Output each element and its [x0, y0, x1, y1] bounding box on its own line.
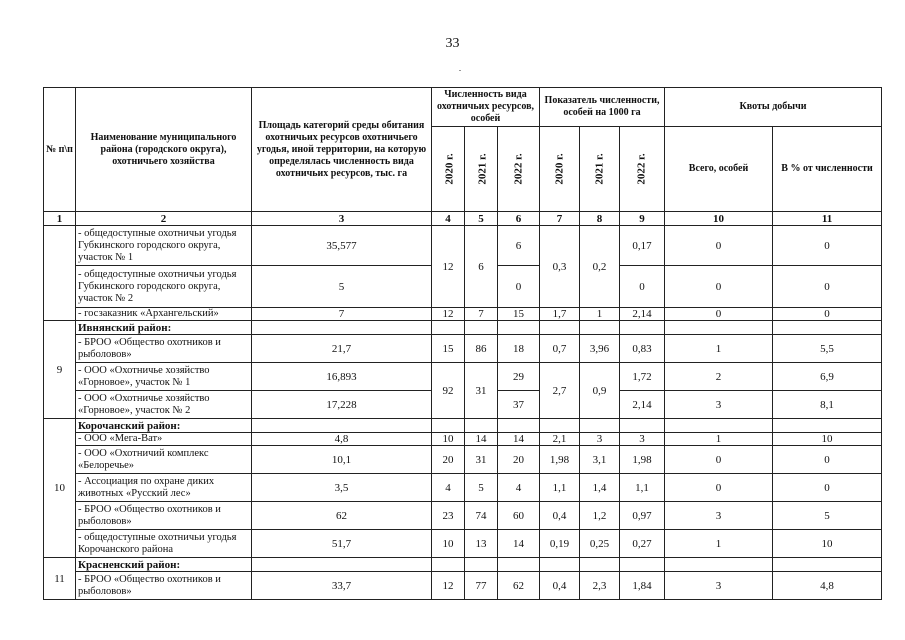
row-index-2022: 0,83 [620, 335, 665, 363]
row-count-2022: 6 [498, 226, 540, 266]
row-area: 35,577 [252, 226, 432, 266]
district-row [44, 558, 882, 572]
row-count-2021: 5 [465, 474, 498, 502]
colnum: 11 [773, 212, 882, 226]
row-number: 11 [44, 558, 76, 600]
row-index-2020: 2,1 [540, 433, 580, 446]
table-row [44, 446, 882, 474]
colnum: 4 [432, 212, 465, 226]
header-count-2021: 2021 г. [465, 127, 498, 212]
row-count-2021: 31 [465, 363, 498, 419]
colnum: 6 [498, 212, 540, 226]
colnum: 7 [540, 212, 580, 226]
row-quota-pct: 0 [773, 308, 882, 321]
table-row [44, 363, 882, 391]
quota-table [43, 87, 882, 600]
row-name: - общедоступные охотничьи угодья Губкинского городского округа, участок № 1 [76, 226, 252, 266]
header-index-2020: 2020 г. [540, 127, 580, 212]
row-index-2022: 0,97 [620, 502, 665, 530]
header-row-1 [44, 88, 882, 127]
colnum: 1 [44, 212, 76, 226]
colnum: 10 [665, 212, 773, 226]
row-count-2020: 12 [432, 308, 465, 321]
row-name: - ООО «Охотничье хозяйство «Горновое», участок № 1 [76, 363, 252, 391]
row-count-2021: 7 [465, 308, 498, 321]
row-quota-pct: 10 [773, 433, 882, 446]
colnum: 9 [620, 212, 665, 226]
row-area: 7 [252, 308, 432, 321]
row-quota-total: 0 [665, 446, 773, 474]
row-area: 51,7 [252, 530, 432, 558]
column-numbers-row [44, 212, 882, 226]
table-row [44, 335, 882, 363]
row-name: - общедоступные охотничьи угодья Губкинского городского округа, участок № 2 [76, 266, 252, 308]
row-count-2020: 10 [432, 433, 465, 446]
header-quota-total: Всего, особей [665, 127, 773, 212]
row-index-2022: 2,14 [620, 308, 665, 321]
row-quota-pct: 0 [773, 474, 882, 502]
row-area: 17,228 [252, 391, 432, 419]
row-count-2022: 15 [498, 308, 540, 321]
row-index-2020: 0,4 [540, 502, 580, 530]
row-count-2020: 20 [432, 446, 465, 474]
row-count-2020: 23 [432, 502, 465, 530]
row-index-2022: 1,1 [620, 474, 665, 502]
row-index-2021: 1,4 [580, 474, 620, 502]
row-index-2020: 0,3 [540, 226, 580, 308]
row-count-2021: 77 [465, 572, 498, 600]
row-index-2020: 0,19 [540, 530, 580, 558]
row-number: 10 [44, 419, 76, 558]
row-count-2020: 92 [432, 363, 465, 419]
district-title: Красненский район: [76, 558, 252, 572]
row-index-2022: 3 [620, 433, 665, 446]
row-count-2021: 74 [465, 502, 498, 530]
row-index-2020: 0,4 [540, 572, 580, 600]
row-count-2022: 29 [498, 363, 540, 391]
row-number-empty [44, 226, 76, 321]
table-row [44, 474, 882, 502]
header-count-2020: 2020 г. [432, 127, 465, 212]
row-count-2022: 14 [498, 530, 540, 558]
row-number: 9 [44, 321, 76, 419]
row-index-2022: 1,98 [620, 446, 665, 474]
row-index-2022: 1,72 [620, 363, 665, 391]
row-name: - ООО «Охотничье хозяйство «Горновое», участок № 2 [76, 391, 252, 419]
row-quota-pct: 8,1 [773, 391, 882, 419]
row-count-2022: 60 [498, 502, 540, 530]
row-index-2020: 1,1 [540, 474, 580, 502]
district-row [44, 321, 882, 335]
table-row [44, 530, 882, 558]
row-quota-total: 1 [665, 335, 773, 363]
row-count-2021: 6 [465, 226, 498, 308]
table-row [44, 226, 882, 266]
header-count: Численность вида охотничьих ресурсов, особей [432, 88, 540, 127]
row-name: - общедоступные охотничьи угодья Корочанского района [76, 530, 252, 558]
header-index: Показатель численности, особей на 1000 га [540, 88, 665, 127]
row-name: - госзаказник «Архангельский» [76, 308, 252, 321]
row-count-2020: 12 [432, 226, 465, 308]
row-count-2021: 86 [465, 335, 498, 363]
row-index-2022: 1,84 [620, 572, 665, 600]
district-title: Корочанский район: [76, 419, 252, 433]
colnum: 3 [252, 212, 432, 226]
row-index-2021: 2,3 [580, 572, 620, 600]
row-quota-pct: 5,5 [773, 335, 882, 363]
row-quota-total: 2 [665, 363, 773, 391]
row-quota-pct: 10 [773, 530, 882, 558]
row-index-2020: 0,7 [540, 335, 580, 363]
page-number: 33 [445, 36, 460, 51]
header-name: Наименование муниципального района (городского округа), охотничьего хозяйства [76, 88, 252, 212]
header-area: Площадь категорий среды обитания охотничьих ресурсов охотничьего угодья, иной территории, на которую определялась численность вида охотничьих ресурсов, тыс. га [252, 88, 432, 212]
row-quota-total: 3 [665, 572, 773, 600]
row-area: 16,893 [252, 363, 432, 391]
row-quota-total: 0 [665, 474, 773, 502]
row-quota-pct: 5 [773, 502, 882, 530]
table-row [44, 433, 882, 446]
row-count-2021: 13 [465, 530, 498, 558]
row-name: - БРОО «Общество охотников и рыболовов» [76, 502, 252, 530]
district-title: Ивнянский район: [76, 321, 252, 335]
row-index-2021: 0,2 [580, 226, 620, 308]
row-count-2022: 14 [498, 433, 540, 446]
row-index-2021: 3,96 [580, 335, 620, 363]
row-count-2022: 4 [498, 474, 540, 502]
header-index-2022: 2022 г. [620, 127, 665, 212]
row-quota-pct: 0 [773, 226, 882, 266]
row-count-2020: 15 [432, 335, 465, 363]
row-index-2021: 3,1 [580, 446, 620, 474]
row-area: 3,5 [252, 474, 432, 502]
row-area: 5 [252, 266, 432, 308]
colnum: 2 [76, 212, 252, 226]
row-index-2020: 2,7 [540, 363, 580, 419]
row-count-2020: 10 [432, 530, 465, 558]
row-index-2021: 1,2 [580, 502, 620, 530]
row-area: 62 [252, 502, 432, 530]
table-row [44, 502, 882, 530]
row-index-2022: 0,27 [620, 530, 665, 558]
row-area: 4,8 [252, 433, 432, 446]
colnum: 5 [465, 212, 498, 226]
row-count-2022: 18 [498, 335, 540, 363]
row-name: - БРОО «Общество охотников и рыболовов» [76, 572, 252, 600]
row-quota-total: 1 [665, 530, 773, 558]
header-index-2021: 2021 г. [580, 127, 620, 212]
row-index-2020: 1,98 [540, 446, 580, 474]
table-row [44, 572, 882, 600]
row-count-2022: 62 [498, 572, 540, 600]
row-name: - ООО «Мега-Ват» [76, 433, 252, 446]
header-count-2022: 2022 г. [498, 127, 540, 212]
scan-speck [459, 70, 461, 71]
row-count-2022: 20 [498, 446, 540, 474]
header-quota: Квоты добычи [665, 88, 882, 127]
row-index-2022: 0,17 [620, 226, 665, 266]
row-count-2020: 4 [432, 474, 465, 502]
row-count-2021: 31 [465, 446, 498, 474]
row-area: 33,7 [252, 572, 432, 600]
row-quota-pct: 0 [773, 266, 882, 308]
row-count-2022: 37 [498, 391, 540, 419]
row-index-2022: 0 [620, 266, 665, 308]
row-quota-total: 0 [665, 226, 773, 266]
row-index-2021: 0,9 [580, 363, 620, 419]
row-name: - ООО «Охотничий комплекс «Белоречье» [76, 446, 252, 474]
row-index-2022: 2,14 [620, 391, 665, 419]
row-count-2021: 14 [465, 433, 498, 446]
row-quota-total: 3 [665, 502, 773, 530]
header-quota-pct: В % от численности [773, 127, 882, 212]
row-quota-pct: 6,9 [773, 363, 882, 391]
row-quota-pct: 0 [773, 446, 882, 474]
row-name: - Ассоциация по охране диких животных «Русский лес» [76, 474, 252, 502]
row-area: 10,1 [252, 446, 432, 474]
header-num: № п\п [44, 88, 76, 212]
row-quota-total: 1 [665, 433, 773, 446]
row-quota-total: 3 [665, 391, 773, 419]
row-count-2020: 12 [432, 572, 465, 600]
colnum: 8 [580, 212, 620, 226]
row-index-2021: 0,25 [580, 530, 620, 558]
row-count-2022: 0 [498, 266, 540, 308]
row-area: 21,7 [252, 335, 432, 363]
table-row [44, 308, 882, 321]
row-quota-pct: 4,8 [773, 572, 882, 600]
row-index-2020: 1,7 [540, 308, 580, 321]
row-quota-total: 0 [665, 266, 773, 308]
row-index-2021: 3 [580, 433, 620, 446]
district-row [44, 419, 882, 433]
row-quota-total: 0 [665, 308, 773, 321]
row-index-2021: 1 [580, 308, 620, 321]
row-name: - БРОО «Общество охотников и рыболовов» [76, 335, 252, 363]
